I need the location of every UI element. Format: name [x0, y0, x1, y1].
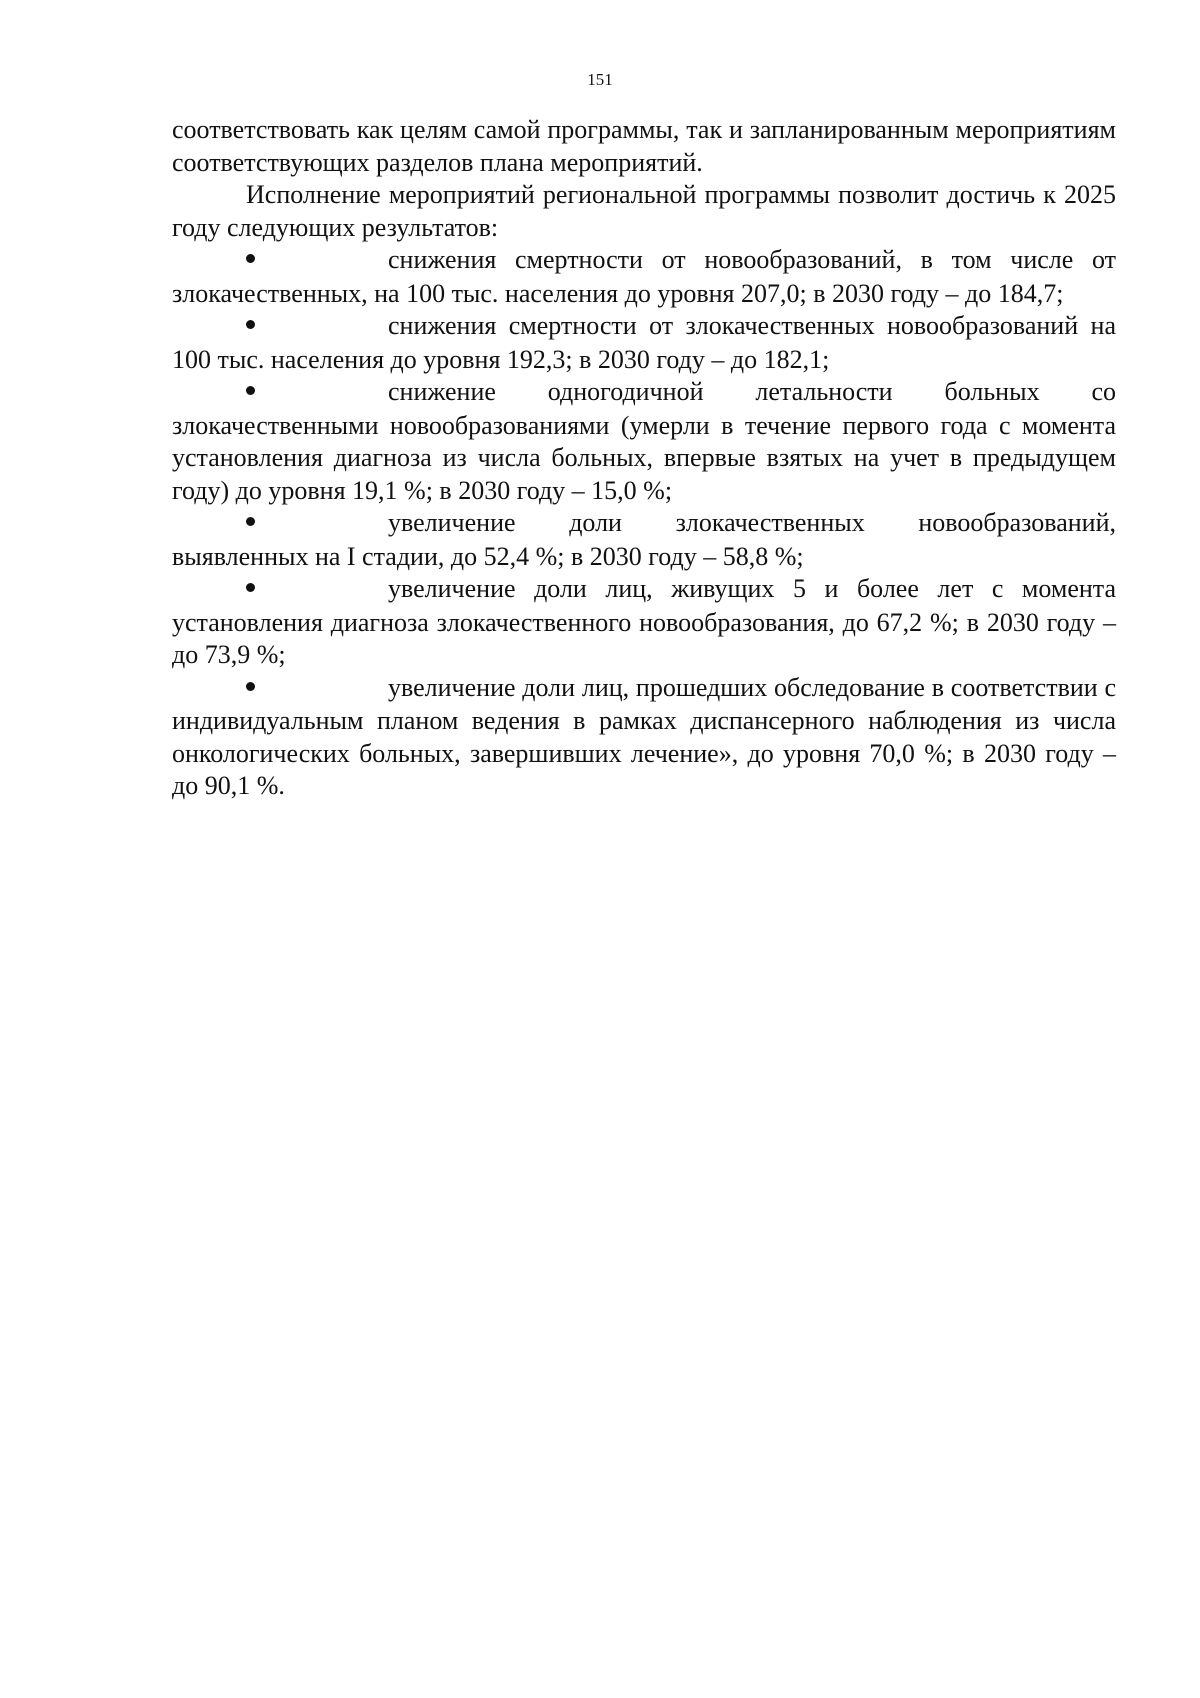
list-item	[172, 244, 1116, 310]
bullet-icon	[172, 574, 388, 607]
bullet-icon	[172, 673, 388, 706]
list-item-text: снижения смертности от злокачественных новообразований на 100 тыс. населения до уровня 192,3; в 2030 году – до 182,1;	[172, 311, 1116, 374]
list-item	[172, 376, 1116, 507]
bullet-icon	[172, 377, 388, 410]
list-item	[172, 507, 1116, 573]
paragraph-continuation: соответствовать как целям самой программы, так и запланированным мероприятиям соответствующих разделов плана мероприятий.	[172, 115, 1116, 177]
list-item	[172, 310, 1116, 376]
results-list	[172, 244, 1116, 803]
list-item-text: увеличение доли лиц, живущих 5 и более лет с момента установления диагноза злокачественного новообразования, до 67,2 %; в 2030 году – до 73,9 %;	[172, 574, 1116, 669]
list-item	[172, 672, 1116, 803]
bullet-icon	[172, 508, 388, 541]
bullet-icon	[172, 245, 388, 278]
bullet-icon	[172, 311, 388, 344]
list-item-text: увеличение доли злокачественных новообразований, выявленных на I стадии, до 52,4 %; в 2030 году – 58,8 %;	[172, 508, 1116, 571]
list-item-text: увеличение доли лиц, прошедших обследование в соответствии с индивидуальным планом ведения в рамках диспансерного наблюдения из числа онкологических больных, завершивших лечение», до уровня 70,0 %; в 2030 году – до 90,1 %.	[172, 672, 1116, 800]
list-item-text: снижение одногодичной летальности больных со злокачественными новообразованиями (умерли в течение первого года с момента установления диагноза из числа больных, впервые взятых на учет в предыдущем году) до уровня 19,1 %; в 2030 году – 15,0 %;	[172, 377, 1116, 505]
page-number: 151	[587, 70, 613, 89]
document-body	[172, 114, 1116, 803]
list-item-text: снижения смертности от новообразований, в том числе от злокачественных, на 100 тыс. населения до уровня 207,0; в 2030 году – до 184,7;	[172, 245, 1116, 308]
paragraph-intro: Исполнение мероприятий региональной программы позволит достичь к 2025 году следующих результатов:	[172, 180, 1116, 242]
list-item	[172, 573, 1116, 672]
